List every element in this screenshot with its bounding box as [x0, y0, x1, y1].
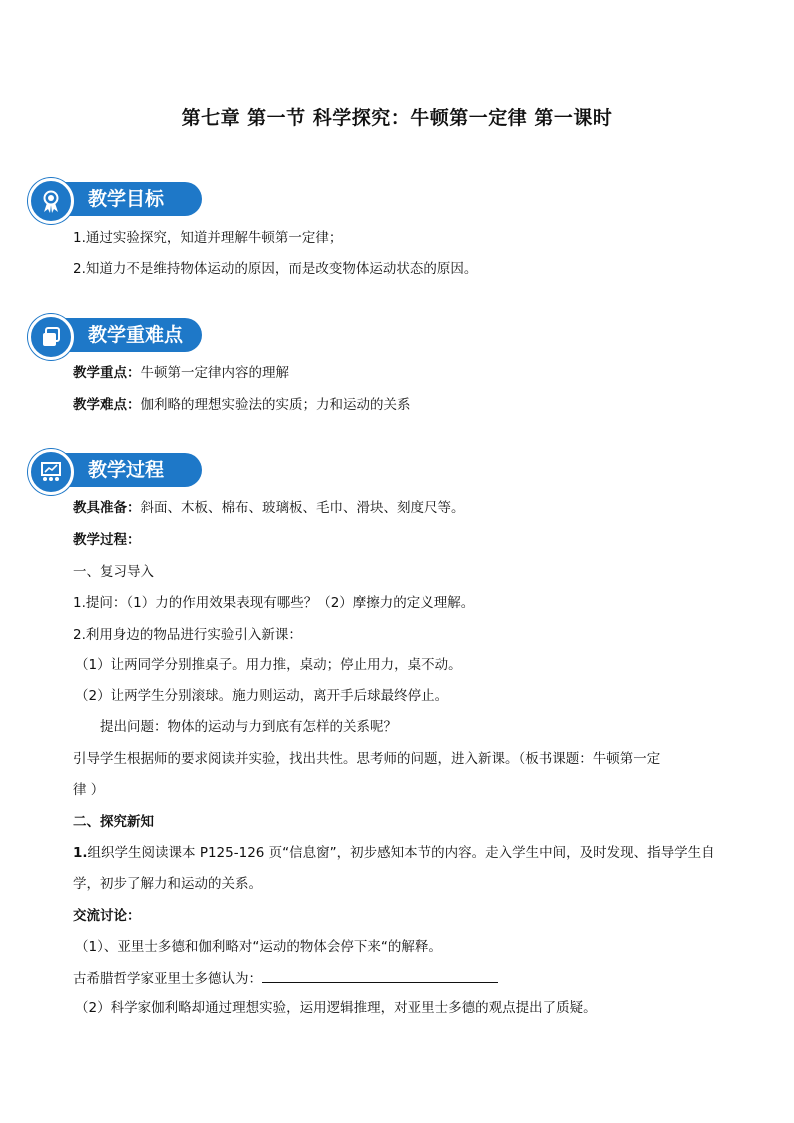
reading-number: 1.	[73, 845, 88, 861]
reading-line-1	[73, 844, 715, 862]
discuss-item-2	[73, 968, 498, 988]
discuss-item-3: （2）科学家伽利略却通过理想实验，运用逻辑推理，对亚里士多德的观点提出了质疑。	[75, 1000, 597, 1016]
tools-text: 斜面、木板、棉布、玻璃板、毛巾、滑块、刻度尺等。	[140, 500, 465, 516]
section-header-keypoints	[28, 314, 188, 354]
tools-prep	[73, 499, 465, 517]
step2-title: 二、探究新知	[73, 814, 154, 830]
discuss-item-1: （1）、亚里士多德和伽利略对“运动的物体会停下来“的解释。	[75, 939, 442, 955]
award-medal-icon	[28, 178, 74, 224]
answer-blank[interactable]	[262, 968, 498, 983]
key-difficulty	[73, 396, 411, 414]
step1-title: 一、复习导入	[73, 564, 154, 580]
ask-question: 提出问题：物体的运动与力到底有怎样的关系呢？	[100, 719, 397, 735]
objective-item-2: 2.知道力不是维持物体运动的原因，而是改变物体运动状态的原因。	[73, 261, 478, 277]
presentation-board-icon	[28, 449, 74, 495]
section-heading: 教学过程	[88, 459, 165, 481]
section-header-objectives	[28, 178, 188, 218]
stacked-documents-icon	[28, 314, 74, 360]
section-header-process	[28, 449, 188, 489]
aristotle-prompt: 古希腊哲学家亚里士多德认为：	[73, 971, 262, 987]
section-heading: 教学重难点	[88, 324, 184, 346]
key-focus-label: 教学重点：	[73, 365, 141, 381]
tools-label: 教具准备：	[73, 500, 141, 516]
key-difficulty-label: 教学难点：	[73, 397, 141, 413]
reading-text: 组织学生阅读课本 P125-126 页“信息窗”，初步感知本节的内容。走入学生中间，及时发现、指导学生自	[87, 845, 715, 861]
question-2: 2.利用身边的物品进行实验引入新课：	[73, 627, 302, 643]
question-2a: （1）让两同学分别推桌子。用力推，桌动；停止用力，桌不动。	[75, 657, 462, 673]
reading-line-2: 学，初步了解力和运动的关系。	[73, 876, 262, 892]
section-heading: 教学目标	[88, 188, 165, 210]
key-difficulty-text: 伽利略的理想实验法的实质；力和运动的关系	[140, 397, 411, 413]
question-1: 1.提问：（1）力的作用效果表现有哪些？（2）摩擦力的定义理解。	[73, 595, 475, 611]
document-title: 第七章 第一节 科学探究：牛顿第一定律 第一课时	[181, 107, 613, 129]
discuss-label: 交流讨论：	[73, 908, 141, 924]
guide-line-2: 律 ）	[73, 782, 105, 798]
process-label: 教学过程：	[73, 532, 141, 548]
key-focus	[73, 364, 289, 382]
key-focus-text: 牛顿第一定律内容的理解	[140, 365, 289, 381]
question-2b: （2）让两学生分别滚球。施力则运动，离开手后球最终停止。	[75, 688, 449, 704]
objective-item-1: 1.通过实验探究，知道并理解牛顿第一定律；	[73, 230, 343, 246]
guide-line-1: 引导学生根据师的要求阅读并实验，找出共性。思考师的问题，进入新课。（板书课题：牛顿第一定	[73, 751, 661, 767]
